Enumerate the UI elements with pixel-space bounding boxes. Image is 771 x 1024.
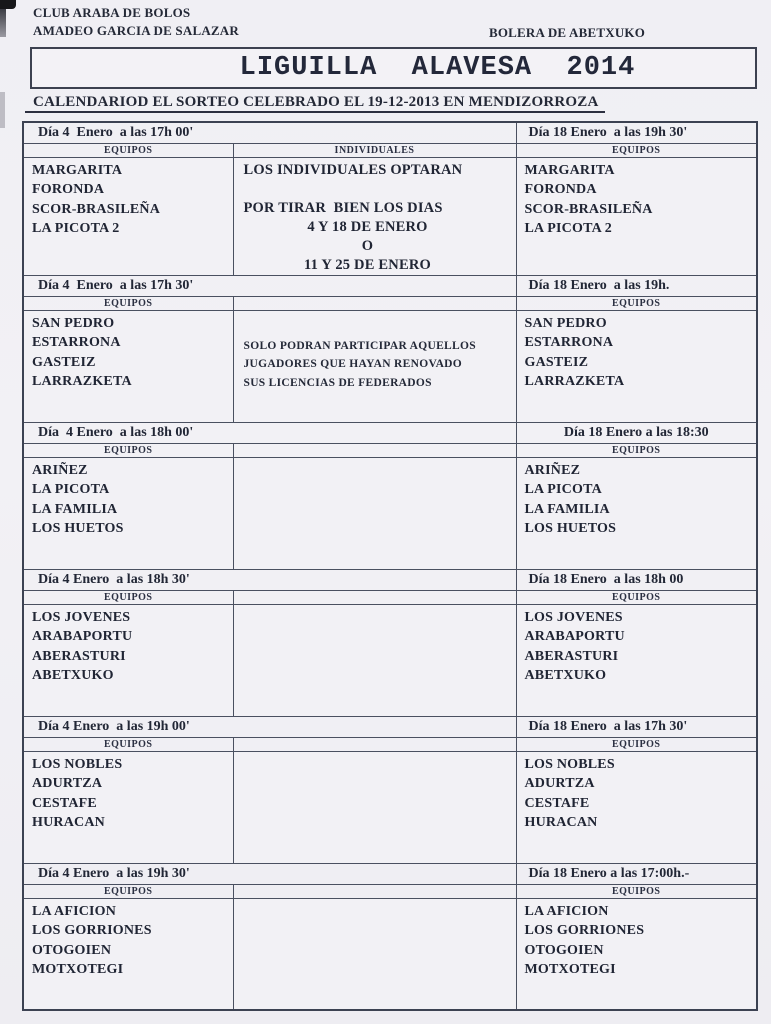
- note-line: LOS INDIVIDUALES OPTARAN: [243, 161, 463, 178]
- team-name: ABERASTURI: [32, 648, 126, 664]
- team-name: ARIÑEZ: [524, 462, 581, 478]
- individuales-header: INDIVIDUALES: [233, 143, 516, 157]
- teams-content-row: [23, 604, 757, 716]
- session-block-header-row: [23, 275, 757, 296]
- individuales-header: [233, 296, 516, 310]
- jan4-session-time: Día 4 Enero a las 17h 30': [23, 275, 516, 296]
- team-name: ADURTZA: [524, 776, 595, 791]
- notes-cell: [233, 157, 516, 275]
- team-name: HURACAN: [524, 815, 598, 830]
- note-line: SOLO PODRAN PARTICIPAR AQUELLOS: [243, 339, 476, 352]
- equipos-header-right: EQUIPOS: [516, 737, 757, 751]
- session-block-header-row: [23, 422, 757, 443]
- teams-list-left: [23, 604, 233, 716]
- jan4-session-time: Día 4 Enero a las 19h 30': [23, 863, 516, 884]
- team-name: LOS JOVENES: [524, 609, 623, 625]
- teams-content-row: [23, 310, 757, 422]
- teams-content-row: [23, 457, 757, 569]
- jan4-session-time: Día 4 Enero a las 19h 00': [23, 716, 516, 737]
- note-line: SUS LICENCIAS DE FEDERADOS: [243, 376, 432, 389]
- equipos-header-left: EQUIPOS: [23, 884, 233, 898]
- calendar-note: [25, 93, 605, 111]
- team-name: GASTEIZ: [524, 354, 589, 370]
- notes-cell: [233, 604, 516, 716]
- team-name: LOS NOBLES: [32, 756, 123, 772]
- team-name: FORONDA: [524, 182, 597, 197]
- team-name: LARRAZKETA: [32, 374, 132, 389]
- club-secondary-line: AMADEO GARCIA DE SALAZAR: [33, 23, 239, 38]
- venue-name: BOLERA DE ABETXUKO: [489, 25, 646, 40]
- team-name: CESTAFE: [32, 795, 97, 811]
- scan-artifact-streak: [0, 9, 6, 37]
- equipos-header-right: EQUIPOS: [516, 443, 757, 457]
- notes-cell: [233, 751, 516, 863]
- team-name: HURACAN: [32, 815, 105, 830]
- teams-list-left: [23, 310, 233, 422]
- note-line: JUGADORES QUE HAYAN RENOVADO: [243, 358, 463, 370]
- equipos-header-right: EQUIPOS: [516, 296, 757, 310]
- teams-list-right: [516, 310, 757, 422]
- team-name: FORONDA: [32, 182, 105, 197]
- team-name: ARIÑEZ: [32, 462, 88, 478]
- teams-content-row: [23, 751, 757, 863]
- column-header-row: [23, 737, 757, 751]
- team-name: ARABAPORTU: [32, 629, 133, 644]
- team-name: OTOGOIEN: [32, 942, 112, 958]
- teams-list-right: [516, 604, 757, 716]
- team-name: SAN PEDRO: [32, 315, 115, 331]
- team-name: ABERASTURI: [524, 648, 619, 664]
- team-name: SCOR-BRASILEÑA: [32, 201, 161, 217]
- team-name: CESTAFE: [524, 795, 590, 811]
- team-name: SCOR-BRASILEÑA: [524, 201, 653, 217]
- team-name: LOS GORRIONES: [524, 923, 645, 938]
- equipos-header-right: EQUIPOS: [516, 143, 757, 157]
- individuales-header: [233, 443, 516, 457]
- team-name: LOS JOVENES: [32, 609, 131, 625]
- equipos-header-left: EQUIPOS: [23, 443, 233, 457]
- teams-list-right: [516, 457, 757, 569]
- equipos-header-left: EQUIPOS: [23, 737, 233, 751]
- column-header-row: [23, 296, 757, 310]
- team-name: SAN PEDRO: [524, 315, 607, 331]
- column-header-row: [23, 884, 757, 898]
- team-name: LA PICOTA: [524, 482, 602, 497]
- title-box: [30, 47, 757, 89]
- teams-list-right: [516, 898, 757, 1010]
- scan-artifact-smudge: [0, 92, 5, 128]
- team-name: ESTARRONA: [524, 335, 614, 350]
- team-name: ADURTZA: [32, 776, 103, 791]
- team-name: LOS NOBLES: [524, 756, 615, 772]
- jan4-session-time: Día 4 Enero a las 18h 30': [23, 569, 516, 590]
- session-block-header-row: [23, 863, 757, 884]
- team-name: LARRAZKETA: [524, 374, 625, 389]
- session-block-header-row: [23, 122, 757, 143]
- team-name: LOS GORRIONES: [32, 923, 152, 938]
- team-name: ESTARRONA: [32, 335, 121, 350]
- individuales-header: [233, 590, 516, 604]
- teams-list-right: [516, 157, 757, 275]
- teams-list-left: [23, 457, 233, 569]
- equipos-header-left: EQUIPOS: [23, 590, 233, 604]
- team-name: LA AFICION: [32, 903, 117, 919]
- session-block-header-row: [23, 716, 757, 737]
- teams-list-left: [23, 157, 233, 275]
- note-line: POR TIRAR BIEN LOS DIAS: [243, 199, 443, 216]
- team-name: LA PICOTA 2: [32, 221, 120, 236]
- note-line: 4 Y 18 DE ENERO: [307, 218, 428, 235]
- jan18-session-time: Día 18 Enero a las 18:30: [516, 422, 757, 443]
- teams-list-left: [23, 898, 233, 1010]
- note-line: 11 Y 25 DE ENERO: [303, 256, 431, 273]
- note-line: [244, 180, 516, 199]
- equipos-header-left: EQUIPOS: [23, 296, 233, 310]
- team-name: MOTXOTEGI: [32, 962, 124, 977]
- team-name: LA PICOTA 2: [524, 221, 613, 236]
- team-name: ABETXUKO: [524, 668, 607, 683]
- column-header-row: [23, 590, 757, 604]
- jan4-session-time: Día 4 Enero a las 17h 00': [23, 122, 516, 143]
- team-name: LA PICOTA: [32, 482, 110, 497]
- team-name: LA AFICION: [524, 903, 609, 919]
- calendar-note-text: CALENDARIOD EL SORTEO CELEBRADO EL 19-12-2013 EN MENDIZORROZA: [25, 94, 605, 113]
- team-name: GASTEIZ: [32, 354, 96, 370]
- team-name: MOTXOTEGI: [524, 962, 616, 977]
- notes-cell: [233, 457, 516, 569]
- equipos-header-left: EQUIPOS: [23, 143, 233, 157]
- scan-artifact-corner: [0, 0, 16, 9]
- team-name: ARABAPORTU: [524, 629, 625, 644]
- equipos-header-right: EQUIPOS: [516, 590, 757, 604]
- team-name: LOS HUETOS: [32, 521, 124, 536]
- individuales-header: [233, 737, 516, 751]
- team-name: LA FAMILIA: [32, 501, 118, 517]
- team-name: LOS HUETOS: [524, 521, 617, 536]
- jan18-session-time: Día 18 Enero a las 19h.: [516, 275, 757, 296]
- team-name: MARGARITA: [524, 162, 615, 178]
- jan18-session-time: Día 18 Enero a las 19h 30': [516, 122, 757, 143]
- equipos-header-right: EQUIPOS: [516, 884, 757, 898]
- column-header-row: [23, 143, 757, 157]
- notes-cell: [233, 898, 516, 1010]
- club-name: CLUB ARABA DE BOLOS: [33, 5, 191, 20]
- teams-content-row: [23, 157, 757, 275]
- team-name: MARGARITA: [32, 162, 123, 178]
- teams-content-row: [23, 898, 757, 1010]
- individuales-header: [233, 884, 516, 898]
- jan18-session-time: Día 18 Enero a las 17h 30': [516, 716, 757, 737]
- note-line: O: [361, 237, 374, 254]
- team-name: OTOGOIEN: [524, 942, 604, 958]
- notes-cell: [233, 310, 516, 422]
- session-block-header-row: [23, 569, 757, 590]
- schedule-table: [22, 121, 758, 1011]
- league-title: LIGUILLA ALAVESA 2014: [239, 53, 636, 83]
- teams-list-left: [23, 751, 233, 863]
- team-name: ABETXUKO: [32, 668, 114, 683]
- column-header-row: [23, 443, 757, 457]
- team-name: LA FAMILIA: [524, 501, 610, 517]
- jan4-session-time: Día 4 Enero a las 18h 00': [23, 422, 516, 443]
- jan18-session-time: Día 18 Enero a las 17:00h.-: [516, 863, 757, 884]
- jan18-session-time: Día 18 Enero a las 18h 00: [516, 569, 757, 590]
- teams-list-right: [516, 751, 757, 863]
